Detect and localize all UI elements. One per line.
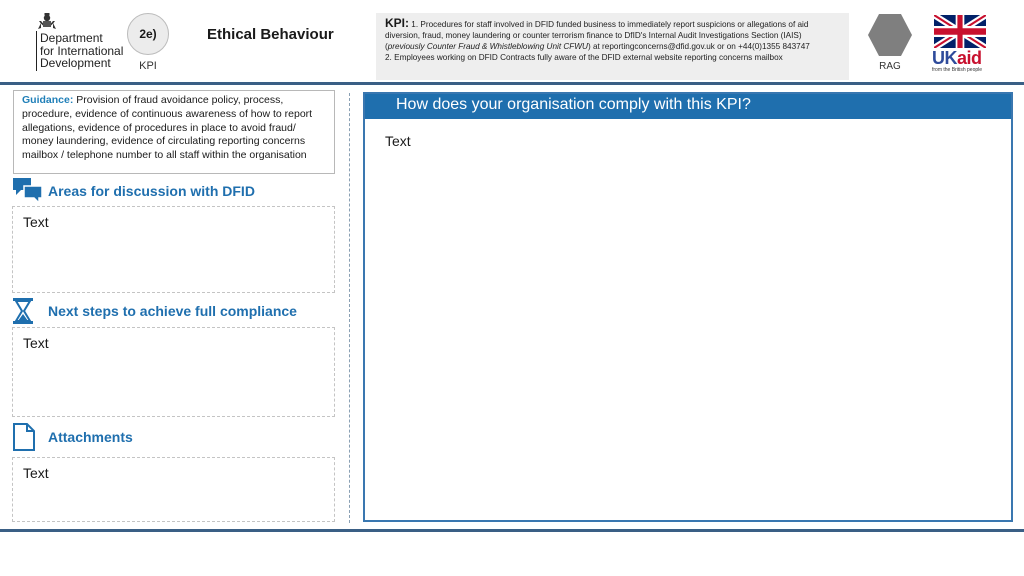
ukaid-subtitle: from the British people [932,67,983,73]
logo-line: Development [40,56,111,70]
document-icon [12,422,48,452]
next-steps-text: Text [23,335,49,351]
kpi-item-1-contact: ) at reportingconcerns@dfid.gov.uk or on +44(0)1355 843747 [587,42,810,51]
logo-line: Department [40,31,103,45]
dfid-logo [36,11,132,73]
next-steps-section-title: Next steps to achieve full compliance [48,303,297,319]
kpi-heading: KPI: [385,16,409,30]
discussion-text: Text [23,214,49,230]
discussion-section-header [12,176,255,206]
kpi-item-1-italic: previously Counter Fraud & Whistleblowing Unit CFWU [387,42,588,51]
royal-crest-icon [36,11,58,33]
kpi-item-1-text: 1. Procedures for staff involved in DFID funded business to immediately report suspicions or allegations of aid diversion, fraud, money laundering or counter terrorism finance to DfID's Internal Audit Investigations Section (IAIS) ( [385,20,809,51]
ukaid-logo [932,15,988,77]
kpi-number-badge: 2e) [127,13,169,55]
next-steps-text-box[interactable] [12,327,335,417]
speech-bubbles-icon [12,176,48,206]
hourglass-icon [12,296,48,326]
ukaid-aid-text: aid [957,48,982,68]
footer-rule [0,529,1024,532]
attachments-section-header [12,422,133,452]
compliance-question: How does your organisation comply with this KPI? [365,94,1011,119]
kpi-item-2-text: 2. Employees working on DFID Contracts fully aware of the DFID external website reporting concerns mailbox [385,53,783,62]
kpi-description-box [376,13,849,80]
attachments-text-box[interactable] [12,457,335,522]
ukaid-wordmark [932,49,982,67]
attachments-section-title: Attachments [48,429,133,445]
guidance-text: Provision of fraud avoidance policy, process, procedure, evidence of continuous awareness of how to report allegations, evidence of procedures in place to avoid fraud/ money laundering, evidence of circulating reporting concerns mailbox / telephone number to all staff within the organisation [22,94,313,162]
ukaid-uk-text: UK [932,48,957,68]
discussion-section-title: Areas for discussion with DFID [48,183,255,199]
compliance-panel [363,92,1013,522]
next-steps-section-header [12,296,297,326]
kpi-label: KPI [139,60,157,72]
logo-line: for International [40,43,124,58]
guidance-label: Guidance: [22,94,74,106]
column-divider [349,93,350,523]
rag-status-hexagon[interactable] [868,14,912,56]
attachments-text: Text [23,465,49,481]
kpi-description [385,18,841,63]
rag-label: RAG [879,61,901,72]
logo-text [40,32,123,70]
page-title: Ethical Behaviour [207,26,334,43]
discussion-text-box[interactable] [12,206,335,293]
union-flag-icon [934,15,986,48]
header-rule [0,82,1024,85]
compliance-answer-text[interactable]: Text [385,133,411,149]
guidance-box [13,90,335,174]
logo-divider [36,31,37,71]
